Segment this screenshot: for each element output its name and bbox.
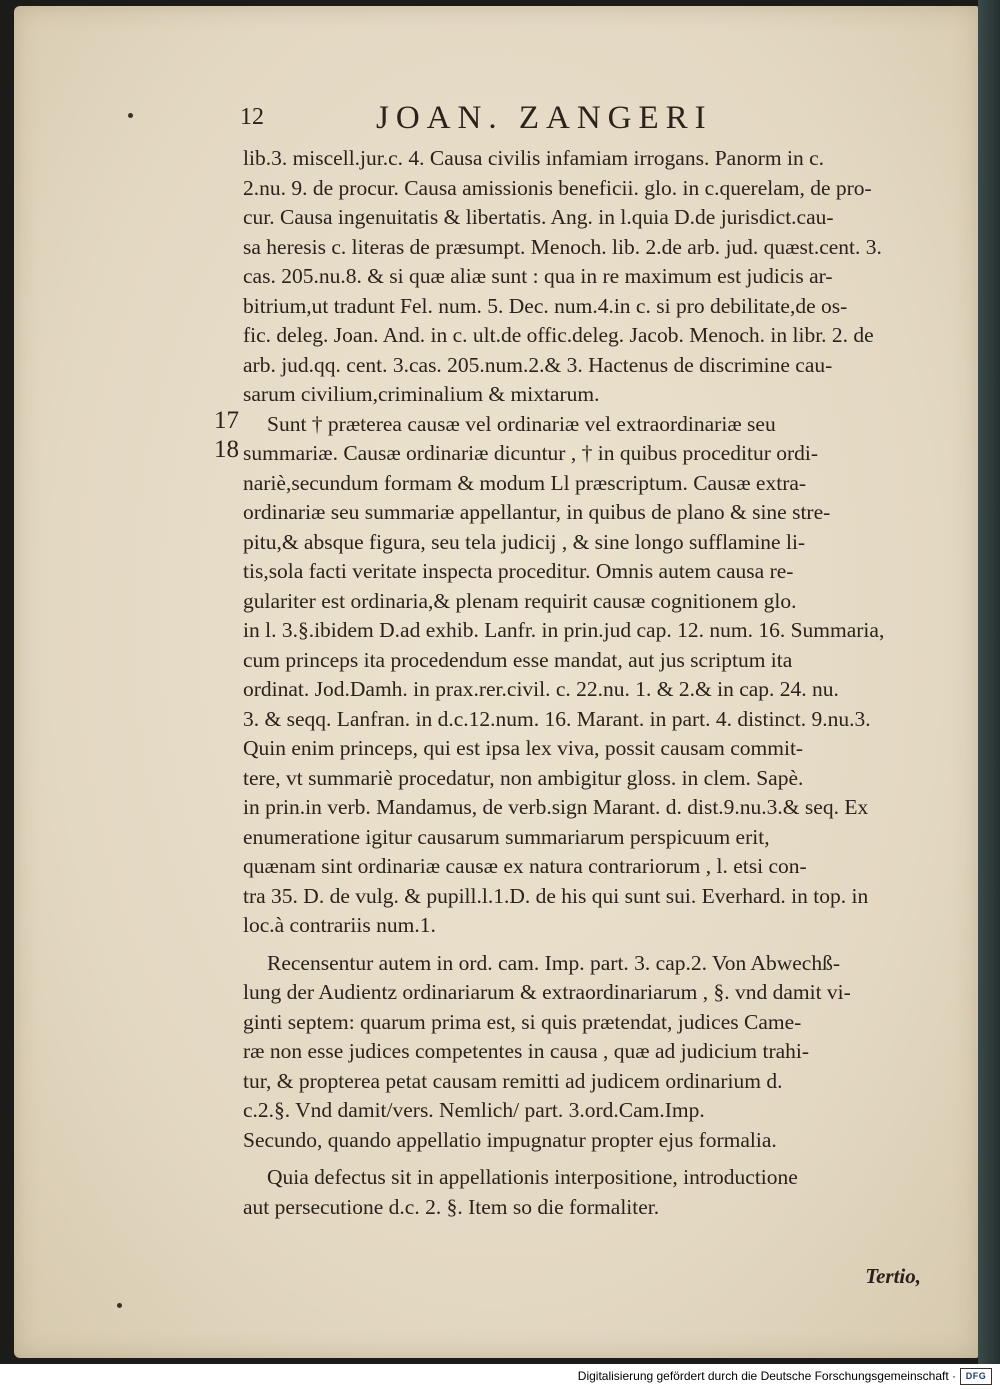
- page-number: 12: [240, 104, 264, 130]
- running-head: JOAN. ZANGERI: [376, 100, 713, 136]
- book-spine: [978, 0, 1000, 1389]
- text-line: [243, 1222, 933, 1252]
- page-header: [226, 100, 926, 140]
- dfg-logo-icon: DFG: [960, 1368, 992, 1385]
- text-line: in l. 3.§.ibidem D.ad exhib. Lanfr. in prin.jud cap. 12. num. 16. Summaria,: [243, 618, 885, 642]
- catchword: Tertio,: [865, 1263, 921, 1288]
- text-line: Recensentur autem in ord. cam. Imp. part. 3. cap.2. Von Abwechß-: [267, 950, 840, 975]
- text-line: ordinat. Jod.Damh. in prax.rer.civil. c. 22.nu. 1. & 2.& in cap. 24. nu.: [243, 677, 839, 701]
- text-line: gulariter est ordinaria,& plenam requirit causæ cognitionem glo.: [243, 588, 797, 613]
- text-line: summariæ. Causæ ordinariæ dicuntur , † in quibus proceditur ordi-: [243, 441, 819, 465]
- text-line: Sunt † præterea causæ vel ordinariæ vel extraordinariæ seu: [267, 411, 776, 436]
- text-line: pitu,& absque figura, seu tela judicij , & sine longo sufflamine li-: [243, 529, 806, 554]
- text-line: Quin enim princeps, qui est ipsa lex viva, possit causam commit-: [243, 736, 804, 760]
- text-line: bitrium,ut tradunt Fel. num. 5. Dec. num.4.in c. si pro debilitate,de os-: [243, 293, 848, 318]
- text-line: enumeratione igitur causarum summariarum perspicuum erit,: [243, 824, 770, 849]
- text-line: 3. & seqq. Lanfran. in d.c.12.num. 16. Marant. in part. 4. distinct. 9.nu.3.: [243, 706, 871, 731]
- margin-number-17: 17: [214, 407, 239, 434]
- text-line: Secundo, quando appellatio impugnatur propter ejus formalia.: [243, 1127, 777, 1152]
- text-line: sarum civilium,criminalium & mixtarum.: [243, 382, 600, 406]
- text-line: ordinariæ seu summariæ appellantur, in quibus de plano & sine stre-: [243, 500, 831, 524]
- text-line: cas. 205.nu.8. & si quæ aliæ sunt : qua in re maximum est judicis ar-: [243, 264, 833, 288]
- text-line: fic. deleg. Joan. And. in c. ult.de offic.deleg. Jacob. Menoch. in libr. 2. de: [243, 323, 874, 347]
- text-line: ræ non esse judices competentes in causa , quæ ad judicium trahi-: [243, 1039, 810, 1063]
- body-text: [243, 144, 933, 1296]
- text-line: cum princeps ita procedendum esse mandat, aut jus scriptum ita: [243, 647, 793, 672]
- text-line: c.2.§. Vnd damit/vers. Nemlich/ part. 3.ord.Cam.Imp.: [243, 1098, 705, 1122]
- text-line: tere, vt summariè procedatur, non ambigitur gloss. in clem. Sapè.: [243, 765, 804, 790]
- text-line: Quia defectus sit in appellationis interpositione, introductione: [267, 1165, 798, 1189]
- text-line: in prin.in verb. Mandamus, de verb.sign Marant. d. dist.9.nu.3.& seq. Ex: [243, 795, 869, 819]
- footer-credit: Digitalisierung gefördert durch die Deutsche Forschungsgemeinschaft ·: [577, 1369, 956, 1383]
- text-line: tra 35. D. de vulg. & pupill.l.1.D. de his qui sunt sui. Everhard. in top. in: [243, 883, 869, 908]
- text-line: 2.nu. 9. de procur. Causa amissionis beneficii. glo. in c.querelam, de pro-: [243, 175, 872, 200]
- text-line: loc.à contrariis num.1.: [243, 913, 436, 937]
- text-line: ginti septem: quarum prima est, si quis prætendat, judices Came-: [243, 1009, 802, 1034]
- text-line: tis,sola facti veritate inspecta proceditur. Omnis autem causa re-: [243, 559, 794, 583]
- margin-number-18: 18: [214, 436, 239, 463]
- text-line: aut persecutione d.c. 2. §. Item so die formaliter.: [243, 1194, 660, 1219]
- text-line: tur, & propterea petat causam remitti ad judicem ordinarium d.: [243, 1068, 783, 1093]
- text-line: arb. jud.qq. cent. 3.cas. 205.num.2.& 3. Hactenus de discrimine cau-: [243, 352, 833, 377]
- text-line: lib.3. miscell.jur.c. 4. Causa civilis infamiam irrogans. Panorm in c.: [243, 146, 824, 170]
- text-line: quænam sint ordinariæ causæ ex natura contrariorum , l. etsi con-: [243, 854, 807, 878]
- text-line: cur. Causa ingenuitatis & libertatis. Ang. in l.quia D.de jurisdict.cau-: [243, 205, 834, 229]
- text-line: sa heresis c. literas de præsumpt. Menoch. lib. 2.de arb. jud. quæst.cent. 3.: [243, 234, 882, 259]
- ink-speck: [117, 1303, 122, 1308]
- text-line: lung der Audientz ordinariarum & extraordinariarum , §. vnd damit vi-: [243, 980, 851, 1004]
- ink-speck: [128, 113, 133, 118]
- text-line: nariè,secundum formam & modum Ll præscriptum. Causæ extra-: [243, 470, 807, 495]
- footer-bar: [0, 1364, 1000, 1389]
